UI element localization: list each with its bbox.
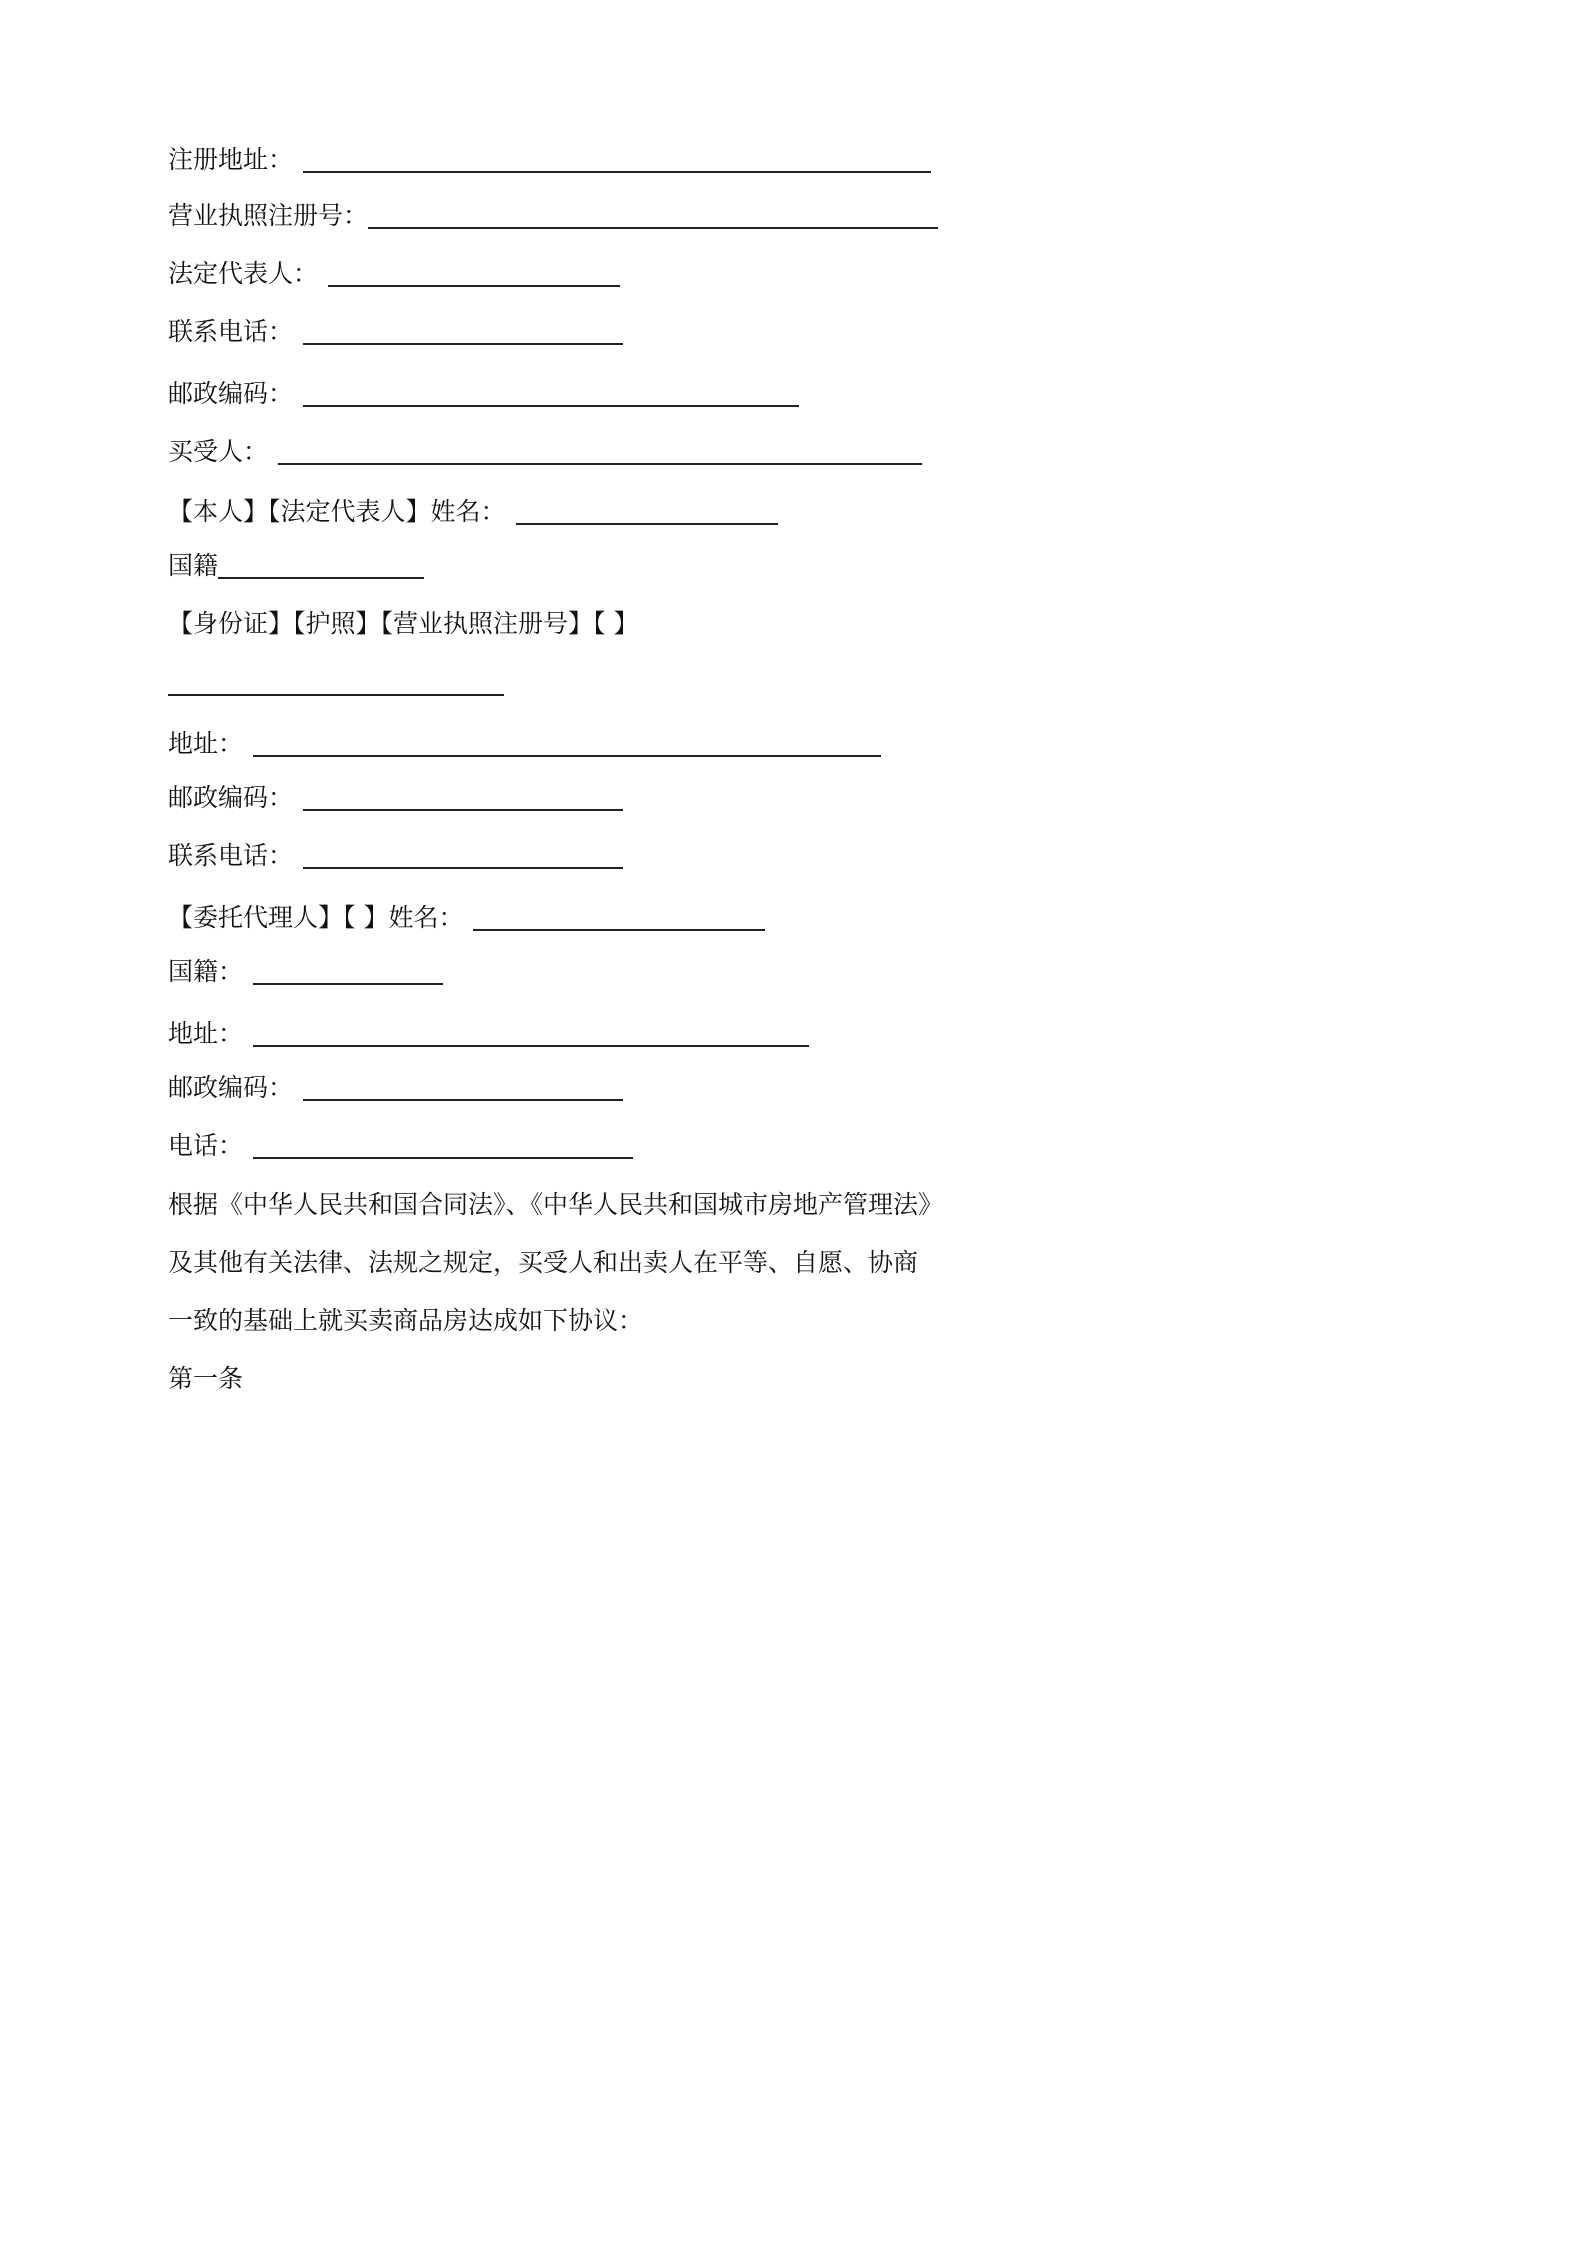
buyer-identity-name-row bbox=[168, 496, 778, 528]
buyer-nationality-row bbox=[168, 550, 424, 582]
buyer-id-types-row bbox=[168, 608, 638, 640]
business-license-field[interactable] bbox=[368, 205, 938, 229]
preamble-paragraph bbox=[168, 1176, 948, 1408]
agent-name-field[interactable] bbox=[473, 907, 765, 931]
buyer-id-number-row bbox=[168, 672, 504, 699]
preamble-line-1: 根据《中华人民共和国合同法》、《中华人民共和国城市房地产管理法》 bbox=[168, 1190, 944, 1219]
article-heading: 第一条 bbox=[168, 1364, 244, 1393]
buyer-phone-label: 联系电话： bbox=[168, 841, 294, 870]
agent-nationality-row bbox=[168, 956, 443, 988]
buyer-id-types-label: 【身份证】【护照】【营业执照注册号】【 】 bbox=[168, 609, 639, 638]
preamble-line-2: 及其他有关法律、法规之规定，买受人和出卖人在平等、自愿、协商 bbox=[168, 1248, 919, 1277]
business-license-label: 营业执照注册号： bbox=[168, 201, 369, 230]
legal-representative-label: 法定代表人： bbox=[168, 259, 319, 288]
buyer-name-field[interactable] bbox=[516, 501, 778, 525]
buyer-field[interactable] bbox=[278, 441, 922, 465]
buyer-address-row bbox=[168, 728, 881, 760]
buyer-postal-row bbox=[168, 782, 623, 814]
business-license-row bbox=[168, 200, 938, 232]
buyer-phone-row bbox=[168, 840, 623, 872]
agent-address-label: 地址： bbox=[168, 1019, 244, 1048]
seller-postal-field[interactable] bbox=[303, 383, 799, 407]
seller-postal-label: 邮政编码： bbox=[168, 379, 294, 408]
agent-nationality-field[interactable] bbox=[253, 961, 443, 985]
buyer-nationality-label: 国籍 bbox=[168, 551, 219, 580]
registered-address-field[interactable] bbox=[303, 149, 931, 173]
agent-name-label: 【委托代理人】【 】姓名： bbox=[168, 903, 464, 932]
preamble-line-3: 一致的基础上就买卖商品房达成如下协议： bbox=[168, 1306, 644, 1335]
buyer-phone-field[interactable] bbox=[303, 845, 623, 869]
legal-representative-field[interactable] bbox=[328, 263, 620, 287]
agent-name-row bbox=[168, 902, 765, 934]
registered-address-row bbox=[168, 144, 931, 176]
buyer-identity-name-label: 【本人】【法定代表人】姓名： bbox=[168, 497, 506, 526]
legal-representative-row bbox=[168, 258, 620, 290]
agent-phone-row bbox=[168, 1130, 633, 1162]
agent-address-field[interactable] bbox=[253, 1023, 809, 1047]
contract-page bbox=[0, 0, 1100, 1556]
buyer-id-number-field[interactable] bbox=[168, 672, 504, 696]
agent-address-row bbox=[168, 1018, 809, 1050]
buyer-postal-label: 邮政编码： bbox=[168, 783, 294, 812]
agent-postal-field[interactable] bbox=[303, 1077, 623, 1101]
buyer-nationality-field[interactable] bbox=[218, 555, 424, 579]
seller-phone-field[interactable] bbox=[303, 321, 623, 345]
seller-postal-row bbox=[168, 378, 799, 410]
agent-phone-field[interactable] bbox=[253, 1135, 633, 1159]
agent-nationality-label: 国籍： bbox=[168, 957, 244, 986]
buyer-postal-field[interactable] bbox=[303, 787, 623, 811]
agent-postal-row bbox=[168, 1072, 623, 1104]
buyer-address-field[interactable] bbox=[253, 733, 881, 757]
registered-address-label: 注册地址： bbox=[168, 145, 294, 174]
buyer-row bbox=[168, 436, 922, 468]
agent-postal-label: 邮政编码： bbox=[168, 1073, 294, 1102]
seller-phone-row bbox=[168, 316, 623, 348]
agent-phone-label: 电话： bbox=[168, 1131, 244, 1160]
buyer-label: 买受人： bbox=[168, 437, 269, 466]
seller-phone-label: 联系电话： bbox=[168, 317, 294, 346]
buyer-address-label: 地址： bbox=[168, 729, 244, 758]
